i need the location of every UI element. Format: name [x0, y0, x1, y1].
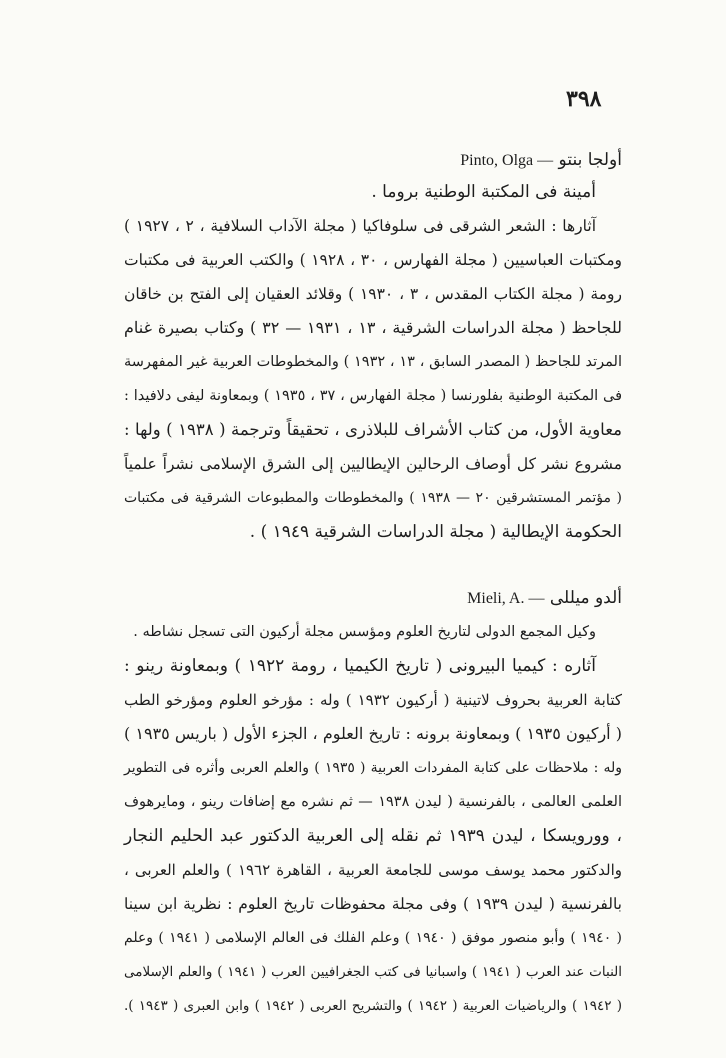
entry-line: النبات عند العرب ( ١٩٤١ ) واسبانيا فى كتب الجغرافيين العرب ( ١٩٤١ ) والعلم الإسلامى — [124, 964, 623, 980]
entry-line: ، وورويسكا ، ليدن ١٩٣٩ ثم نقله إلى العربية الدكتور عبد الحليم النجار — [124, 826, 622, 846]
entry-name-latin: Mieli, A. — — [467, 590, 545, 607]
page-number: ٣٩٨ — [566, 86, 602, 112]
entry-line: بالفرنسية ( ليدن ١٩٣٩ ) وفى مجلة محفوظات تاريخ العلوم : نظرية ابن سينا — [124, 895, 622, 913]
entry-line: الحكومة الإيطالية ( مجلة الدراسات الشرقية ١٩٤٩ ) . — [249, 522, 622, 542]
entry-name-latin: Pinto, Olga — — [460, 152, 554, 169]
entry-line: مشروع نشر كل أوصاف الرحالين الإيطاليين إلى الشرق الإسلامى نشراً علمياً — [124, 455, 622, 473]
entry-heading — [467, 588, 622, 608]
entry-line: آثاره : كيميا البيرونى ( تاريخ الكيميا ، رومة ١٩٢٢ ) وبمعاونة رينو : — [124, 656, 596, 676]
entry-line: للجاحظ ( مجلة الدراسات الشرقية ، ١٣ ، ١٩٣١ — ٣٢ ) وكتاب بصيرة غنام — [124, 318, 622, 337]
entry-line: ( أركيون ١٩٣٥ ) وبمعاونة برونه : تاريخ العلوم ، الجزء الأول ( باريس ١٩٣٥ ) — [124, 724, 623, 743]
entry-line: آثارها : الشعر الشرقى فى سلوفاكيا ( مجلة الآداب السلافية ، ٢ ، ١٩٢٧ ) — [124, 217, 596, 235]
entry-line: والدكتور محمد يوسف موسى للجامعة العربية ، القاهرة ١٩٦٢ ) والعلم العربى ، — [124, 861, 622, 879]
entry-line: ومكتبات العباسيين ( مجلة الفهارس ، ٣٠ ، ١٩٢٨ ) والكتب العربية فى مكتبات — [124, 251, 622, 269]
entry-name-arabic: ألدو ميللى — [549, 588, 622, 608]
entry-line: أمينة فى المكتبة الوطنية بروما . — [371, 182, 596, 202]
entry-line: المرتد للجاحظ ( المصدر السابق ، ١٣ ، ١٩٣٢ ) والمخطوطات العربية غير المفهرسة — [124, 354, 622, 370]
entry-line: ( ١٩٤٢ ) والرياضيات العربية ( ١٩٤٢ ) والتشريح العربى ( ١٩٤٢ ) وابن العبرى ( ١٩٤٣ ). — [124, 998, 623, 1014]
entry-line: فى المكتبة الوطنية بفلورنسا ( مجلة الفهارس ، ٣٧ ، ١٩٣٥ ) وبمعاونة ليفى دلافيدا : — [124, 388, 623, 404]
entry-line: ( ١٩٤٠ ) وأبو منصور موفق ( ١٩٤٠ ) وعلم الفلك فى العالم الإسلامى ( ١٩٤١ ) وعلم — [124, 930, 622, 946]
entry-line: رومة ( مجلة الكتاب المقدس ، ٣ ، ١٩٣٠ ) وقلائد العقيان إلى الفتح بن خاقان — [124, 285, 622, 303]
entry-line: ( مؤتمر المستشرقين ٢٠ — ١٩٣٨ ) والمخطوطات والمطبوعات الشرقية فى مكتبات — [124, 490, 622, 506]
entry-line: وكيل المجمع الدولى لتاريخ العلوم ومؤسس مجلة أركيون التى تسجل نشاطه . — [133, 624, 596, 640]
entry-line: وله : ملاحظات على كتابة المفردات العربية ( ١٩٣٥ ) والعلم العربى وأثره فى التطوير — [124, 760, 622, 776]
entry-heading — [460, 150, 622, 170]
entry-line: كتابة العربية بحروف لاتينية ( أركيون ١٩٣٢ ) وله : مؤرخو العلوم ومؤرخو الطب — [124, 691, 622, 709]
entry-name-arabic: أولجا بنتو — [558, 150, 622, 170]
entry-line: معاوية الأول، من كتاب الأشراف للبلاذرى ، تحقيقاً وترجمة ( ١٩٣٨ ) ولها : — [124, 420, 622, 439]
entry-line: العلمى العالمى ، بالفرنسية ( ليدن ١٩٣٨ — ثم نشره مع إضافات رينو ، ومايرهوف — [124, 794, 622, 810]
